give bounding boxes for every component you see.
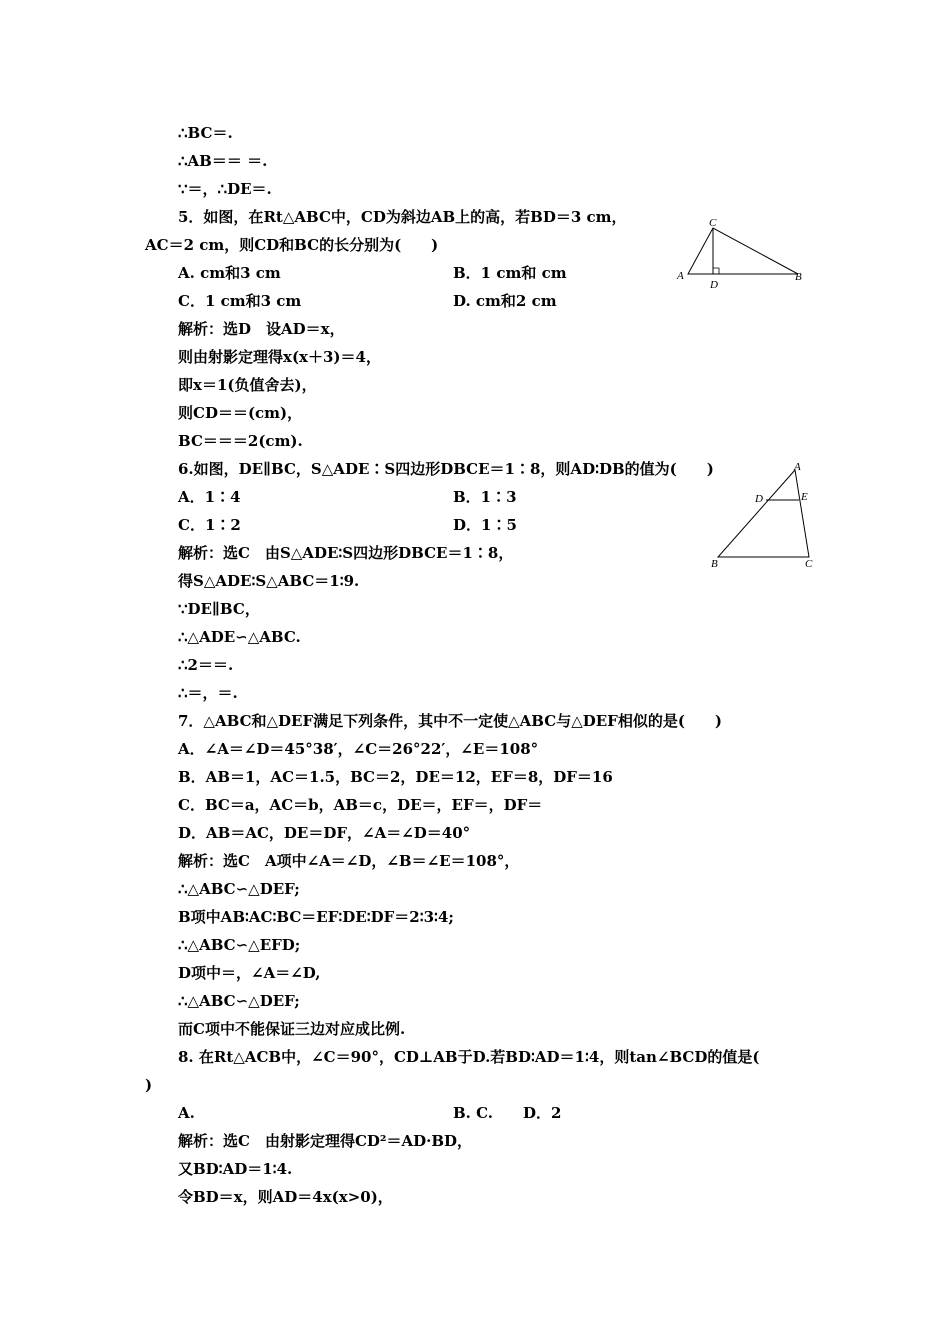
- analysis-line: ∴△ABC∽△EFD;: [178, 936, 301, 954]
- analysis-line: 即x＝1(负值舍去)，: [178, 376, 317, 394]
- text-line: ∵＝，∴DE＝.: [178, 180, 272, 198]
- analysis-line: 解析：选C 由S△ADE∶S四边形DBCE＝1∶8，: [178, 544, 514, 562]
- analysis-line: B项中AB∶AC∶BC＝EF∶DE∶DF＝2∶3∶4;: [178, 908, 454, 926]
- label-b: B: [711, 558, 718, 570]
- label-e: E: [801, 491, 808, 503]
- analysis-line: BC＝＝＝2(cm).: [178, 432, 303, 450]
- option-d: D. cm和2 cm: [453, 292, 557, 310]
- option-b: B．1∶3: [453, 488, 517, 506]
- analysis-line: 而C项中不能保证三边对应成比例.: [178, 1020, 406, 1038]
- label-a: A: [794, 461, 801, 473]
- label-b: B: [795, 271, 802, 283]
- question-5-stem: 5．如图，在Rt△ABC中，CD为斜边AB上的高，若BD＝3 cm，: [178, 208, 627, 226]
- option-a: A. cm和3 cm: [178, 264, 281, 282]
- label-c: C: [709, 217, 717, 229]
- analysis-line: ∴△ADE∽△ABC.: [178, 628, 301, 646]
- text-line: ∴AB＝＝ ＝.: [178, 152, 268, 170]
- figure-right-triangle: [668, 212, 818, 294]
- label-d: D: [755, 493, 763, 505]
- option-c: C．1∶2: [178, 516, 241, 534]
- label-d: D: [710, 279, 718, 291]
- analysis-line: 又BD∶AD＝1∶4.: [178, 1160, 293, 1178]
- question-5-stem-cont: AC＝2 cm，则CD和BC的长分别为( ): [145, 236, 439, 254]
- option-b: B．AB＝1，AC＝1.5，BC＝2，DE＝12，EF＝8，DF＝16: [178, 768, 613, 786]
- analysis-line: 解析：选D 设AD＝x，: [178, 320, 345, 338]
- analysis-line: 则CD＝＝(cm)，: [178, 404, 303, 422]
- text-line: ∴BC＝.: [178, 124, 233, 142]
- option-d: D．AB＝AC，DE＝DF，∠A＝∠D＝40°: [178, 824, 471, 842]
- analysis-line: ∴△ABC∽△DEF;: [178, 880, 300, 898]
- option-a: A．∠A＝∠D＝45°38′，∠C＝26°22′，∠E＝108°: [178, 740, 539, 758]
- label-a: A: [677, 270, 684, 282]
- question-7-stem: 7．△ABC和△DEF满足下列条件，其中不一定使△ABC与△DEF相似的是( ): [178, 712, 723, 730]
- analysis-line: 则由射影定理得x(x＋3)＝4，: [178, 348, 381, 366]
- label-c: C: [805, 558, 813, 570]
- option-b: B．1 cm和 cm: [453, 264, 567, 282]
- options-b-c-d: B. C. D．2: [453, 1104, 562, 1122]
- analysis-line: 解析：选C A项中∠A＝∠D，∠B＝∠E＝108°，: [178, 852, 520, 870]
- analysis-line: 得S△ADE∶S△ABC＝1∶9.: [178, 572, 360, 590]
- option-c: C．1 cm和3 cm: [178, 292, 302, 310]
- figure-parallel-triangle: [705, 458, 825, 573]
- option-a: A.: [178, 1104, 195, 1122]
- question-6-stem: 6.如图，DE∥BC，S△ADE∶S四边形DBCE＝1∶8，则AD∶DB的值为( ): [178, 460, 714, 478]
- analysis-line: 解析：选C 由射影定理得CD²＝AD·BD，: [178, 1132, 473, 1150]
- analysis-line: ∵DE∥BC，: [178, 600, 260, 618]
- option-d: D．1∶5: [453, 516, 517, 534]
- analysis-line: ∴△ABC∽△DEF;: [178, 992, 300, 1010]
- analysis-line: ∴2＝＝.: [178, 656, 234, 674]
- analysis-line: D项中＝，∠A＝∠D,: [178, 964, 321, 982]
- option-c: C．BC＝a，AC＝b，AB＝c，DE＝，EF＝，DF＝: [178, 796, 543, 814]
- question-8-stem: 8. 在Rt△ACB中，∠C＝90°，CD⊥AB于D.若BD∶AD＝1∶4，则tan∠BCD的值是(: [178, 1048, 760, 1066]
- option-a: A．1∶4: [178, 488, 241, 506]
- analysis-line: 令BD＝x，则AD＝4x(x>0)，: [178, 1188, 393, 1206]
- analysis-line: ∴＝，＝.: [178, 684, 238, 702]
- question-8-stem-cont: ): [145, 1076, 153, 1094]
